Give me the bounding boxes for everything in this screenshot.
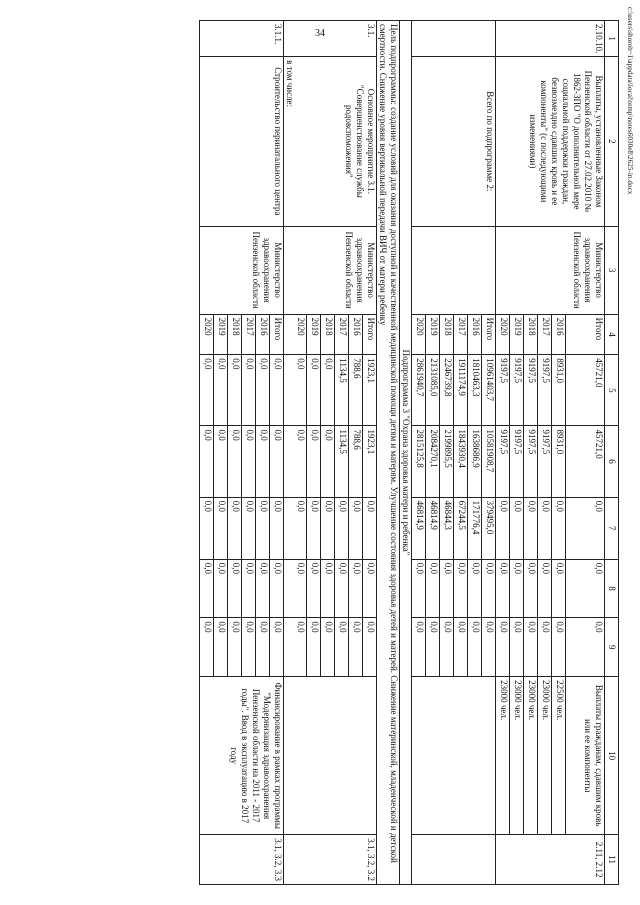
amount-value: 0,0 (256, 355, 270, 425)
col-header: 8 (605, 559, 619, 618)
amount-value: 0,0 (296, 621, 306, 633)
amount-value: 46814,9 (415, 500, 425, 530)
amount-value: 0,0 (499, 621, 509, 633)
amount-value: 0,0 (468, 560, 482, 618)
amount-value: 0,0 (363, 618, 377, 676)
amount-value: 0,0 (454, 618, 468, 676)
year-label: 2018 (321, 315, 335, 355)
executor (412, 226, 496, 314)
amount-value: 0,0 (307, 618, 321, 676)
amount-value: 0,0 (256, 498, 270, 559)
amount-value: 0,0 (242, 618, 256, 676)
amount-value: 1810463,3 (468, 355, 482, 425)
year-label: 2019 (307, 315, 321, 355)
amount-value: 0,0 (296, 562, 306, 574)
amount-value: 0,0 (524, 498, 538, 559)
year-label: 2016 (256, 315, 270, 355)
years-cell (412, 314, 496, 355)
amount-value: 788,6 (349, 426, 363, 496)
amount-value: 0,0 (426, 560, 440, 618)
year-label: 2017 (454, 315, 468, 355)
amount-value: 1923,1 (363, 355, 377, 425)
amount-value: 9197,5 (510, 355, 524, 425)
amount-value: 0,0 (482, 618, 496, 676)
amount-value: 0,0 (566, 560, 605, 618)
year-label: 2020 (499, 317, 509, 336)
years-cell (496, 314, 605, 355)
year-label: Итого (363, 315, 377, 355)
amount-value: 45721,0 (566, 355, 605, 425)
amount-value: 0,0 (454, 560, 468, 618)
amount-value: 0,0 (335, 618, 349, 676)
subprogram-title-row (400, 21, 412, 885)
executor: Министерство здравоохранения Пензенской области (496, 226, 605, 314)
indicator-ref: 3.1, 3.2, 3.2 (284, 835, 377, 885)
years-cell (284, 314, 377, 355)
col-header: 5 (605, 355, 619, 426)
amount-value: 0,0 (203, 358, 213, 370)
col-header: 2 (605, 57, 619, 226)
amount-value: 0,0 (296, 358, 306, 370)
federal-cell (200, 497, 284, 559)
amount-value: 0,0 (321, 560, 335, 618)
subprogram-goal: Цель подпрограммы: создание условий для оказания доступной и качественной медицинской помощи детям и матерям. Улучшение состояния здоровья детей и матерей. Снижение материнской, младенческой и детской смертности. Снижение уровня вертикальной передачи ВИЧ от матери ребенку (377, 21, 400, 885)
amount-value: 0,0 (415, 562, 425, 574)
amount-value: 0,0 (242, 560, 256, 618)
table-row (200, 21, 284, 885)
regional-cell (496, 426, 605, 497)
result-value: 23000 чел. (524, 677, 538, 834)
amount-value: 9197,5 (538, 426, 552, 496)
amount-value: 8931,0 (552, 355, 566, 425)
amount-value: 10581908,7 (482, 426, 496, 496)
amount-value: 0,0 (363, 560, 377, 618)
amount-value: 0,0 (307, 426, 321, 496)
amount-value: 1134,5 (335, 426, 349, 496)
year-label: 2019 (426, 315, 440, 355)
amount-value: 9197,5 (499, 358, 509, 384)
other-cell (412, 618, 496, 677)
amount-value: 0,0 (499, 500, 509, 512)
amount-value: 0,0 (203, 562, 213, 574)
year-label: 2018 (228, 315, 242, 355)
amount-value: 0,0 (270, 618, 284, 676)
amount-value: 0,0 (566, 618, 605, 676)
result-cell: Финансирование в рамках программы "Модернизация здравоохранения Пензенской области на 2011 - 2017 годы". Ввод в эксплуатацию в 2017 году (200, 677, 284, 835)
amount-value: 2861940,7 (415, 358, 425, 397)
subprogram-title: Подпрограмма 3 "Охрана здоровья матери и ребенка" (400, 21, 412, 885)
col-header: 6 (605, 426, 619, 497)
amount-value: 0,0 (426, 618, 440, 676)
result-cell (412, 677, 496, 835)
year-label: Итого (270, 315, 284, 355)
amount-value: 0,0 (228, 426, 242, 496)
executor: Министерство здравоохранения Пензенской области (284, 226, 377, 314)
amount-value: 0,0 (552, 618, 566, 676)
amount-value: 8931,0 (552, 426, 566, 496)
amount-value: 0,0 (296, 500, 306, 512)
amount-value: 0,0 (415, 621, 425, 633)
amount-value: 2246739,8 (440, 355, 454, 425)
municipal-cell (412, 559, 496, 618)
indicator-ref: 2.11, 2.12 (496, 835, 605, 885)
amount-value: 0,0 (468, 618, 482, 676)
amount-value: 0,0 (321, 355, 335, 425)
other-cell (284, 618, 377, 677)
amount-value: 2199895,5 (440, 426, 454, 496)
amount-value: 0,0 (321, 498, 335, 559)
amount-value: 0,0 (566, 498, 605, 559)
amount-value: 0,0 (270, 426, 284, 496)
year-label: 2017 (335, 315, 349, 355)
amount-value: 0,0 (203, 621, 213, 633)
amount-value: 0,0 (270, 498, 284, 559)
amount-value: 9197,5 (538, 355, 552, 425)
col-header: 11 (605, 835, 619, 885)
row-number (412, 21, 496, 57)
amount-value: 0,0 (256, 560, 270, 618)
amount-value: 1843930,4 (454, 426, 468, 496)
year-label: 2018 (524, 315, 538, 355)
amount-value: 0,0 (214, 355, 228, 425)
result-text: Выплаты гражданам, сдавшим кровь или ее компоненты (565, 677, 604, 834)
total-cell (496, 355, 605, 426)
year-label: 2020 (203, 317, 213, 336)
subtotal-label: Всего по подпрограмме 2: (412, 57, 496, 226)
result-value: 23000 чел. (510, 677, 524, 834)
amount-value: 0,0 (510, 618, 524, 676)
amount-value: 0,0 (349, 560, 363, 618)
amount-value: 0,0 (270, 560, 284, 618)
amount-value: 0,0 (321, 618, 335, 676)
amount-value: 9197,5 (524, 355, 538, 425)
activity-name (284, 57, 377, 226)
amount-value: 0,0 (552, 560, 566, 618)
amount-value: 2131085,0 (426, 355, 440, 425)
year-label: 2016 (349, 315, 363, 355)
amount-value: 0,0 (499, 562, 509, 574)
program-table (199, 20, 619, 885)
amount-value: 46844,3 (440, 498, 454, 559)
amount-value: 0,0 (335, 560, 349, 618)
amount-value: 0,0 (524, 560, 538, 618)
amount-value: 0,0 (203, 429, 213, 441)
indicator-ref: 3.1, 3.2, 3.3 (200, 835, 284, 885)
amount-value: 0,0 (256, 618, 270, 676)
amount-value: 0,0 (228, 355, 242, 425)
amount-value: 0,0 (335, 498, 349, 559)
table-row (412, 21, 496, 885)
amount-value: 2084270,1 (426, 426, 440, 496)
amount-value: 0,0 (228, 498, 242, 559)
col-header: 10 (605, 677, 619, 835)
result-cell (496, 677, 605, 835)
amount-value: 0,0 (228, 618, 242, 676)
years-cell (200, 314, 284, 355)
municipal-cell (284, 559, 377, 618)
row-number: 2.10.10. (496, 21, 605, 57)
result-value: 22500 чел. (552, 677, 566, 834)
file-path: c:\users\shorob~1\appdata\local\temp\notes6030e8\2625-in.docx (626, 7, 634, 195)
amount-value: 0,0 (242, 426, 256, 496)
federal-cell (496, 497, 605, 559)
col-header: 1 (605, 21, 619, 57)
amount-value: 67244,5 (454, 498, 468, 559)
regional-cell (200, 426, 284, 497)
indicator-ref (412, 835, 496, 885)
amount-value: 1923,1 (363, 426, 377, 496)
activity-name: Выплаты, установленные Законом Пензенской области от 27.02.2010 № 1862-ЗПО "О дополнительной мере социальной поддержки граждан, безвозмездно сдавших кровь и ее компоненты" (с последующими изменениями) (496, 57, 605, 226)
year-label: 2020 (415, 317, 425, 336)
amount-value: 0,0 (203, 500, 213, 512)
amount-value: 0,0 (440, 560, 454, 618)
col-header: 3 (605, 226, 619, 314)
result-value: 23000 чел. (499, 680, 509, 721)
amount-value: 0,0 (538, 618, 552, 676)
regional-cell (284, 426, 377, 497)
amount-value: 0,0 (538, 498, 552, 559)
amount-value: 0,0 (214, 618, 228, 676)
other-cell (200, 618, 284, 677)
amount-value: 0,0 (363, 498, 377, 559)
amount-value: 171776,4 (468, 498, 482, 559)
amount-value: 0,0 (349, 618, 363, 676)
executor: Министерство здравоохранения Пензенской области (200, 226, 284, 314)
amount-value: 0,0 (214, 426, 228, 496)
year-label: 2019 (510, 315, 524, 355)
amount-value: 0,0 (538, 560, 552, 618)
amount-value: 9197,5 (524, 426, 538, 496)
amount-value: 0,0 (510, 498, 524, 559)
amount-value: 379495,0 (482, 498, 496, 559)
amount-value: 0,0 (349, 498, 363, 559)
including-note: в том числе: (285, 60, 295, 108)
amount-value: 1134,5 (335, 355, 349, 425)
col-header: 7 (605, 497, 619, 559)
col-header: 4 (605, 314, 619, 355)
amount-value: 0,0 (440, 618, 454, 676)
row-number: 3.1.1. (200, 21, 284, 57)
total-cell (284, 355, 377, 426)
total-cell (200, 355, 284, 426)
other-cell (496, 618, 605, 677)
year-label: 2020 (296, 317, 306, 336)
amount-value: 2815125,8 (415, 429, 425, 468)
result-value: 23000 чел. (538, 677, 552, 834)
amount-value: 0,0 (242, 355, 256, 425)
amount-value: 0,0 (270, 355, 284, 425)
amount-value: 788,6 (349, 355, 363, 425)
year-label: 2017 (538, 315, 552, 355)
activity-name: Строительство перинатального центра (200, 57, 284, 226)
year-label: 2017 (242, 315, 256, 355)
federal-cell (284, 497, 377, 559)
year-label: 2019 (214, 315, 228, 355)
amount-value: 46814,9 (426, 498, 440, 559)
amount-value: 1638686,9 (468, 426, 482, 496)
municipal-cell (200, 559, 284, 618)
amount-value: 0,0 (482, 560, 496, 618)
table-row (284, 21, 377, 885)
total-cell (412, 355, 496, 426)
municipal-cell (496, 559, 605, 618)
col-header: 9 (605, 618, 619, 677)
amount-value: 0,0 (510, 560, 524, 618)
row-number: 3.1. (284, 21, 377, 57)
activity-name-text: Основное мероприятие 3.1. "Совершенствование службы родовспоможения" (344, 84, 376, 198)
column-numbers-row (605, 21, 619, 885)
amount-value: 0,0 (214, 498, 228, 559)
amount-value: 0,0 (307, 355, 321, 425)
year-label: 2016 (552, 315, 566, 355)
amount-value: 0,0 (296, 429, 306, 441)
year-label: 2018 (440, 315, 454, 355)
amount-value: 0,0 (307, 498, 321, 559)
amount-value: 9197,5 (510, 426, 524, 496)
year-label: Итого (566, 315, 605, 355)
amount-value: 45721,0 (566, 426, 605, 496)
amount-value: 10961403,7 (482, 355, 496, 425)
amount-value: 0,0 (214, 560, 228, 618)
amount-value: 0,0 (524, 618, 538, 676)
year-label: Итого (482, 315, 496, 355)
year-label: 2016 (468, 315, 482, 355)
amount-value: 9197,5 (499, 429, 509, 455)
amount-value: 0,0 (321, 426, 335, 496)
amount-value: 0,0 (307, 560, 321, 618)
amount-value: 0,0 (552, 498, 566, 559)
federal-cell (412, 497, 496, 559)
table-row (496, 21, 605, 885)
amount-value: 0,0 (228, 560, 242, 618)
regional-cell (412, 426, 496, 497)
page-number: 34 (315, 28, 325, 39)
amount-value: 1911174,9 (454, 355, 468, 425)
subprogram-goal-row (377, 21, 400, 885)
amount-value: 0,0 (242, 498, 256, 559)
result-cell (284, 677, 377, 835)
amount-value: 0,0 (256, 426, 270, 496)
